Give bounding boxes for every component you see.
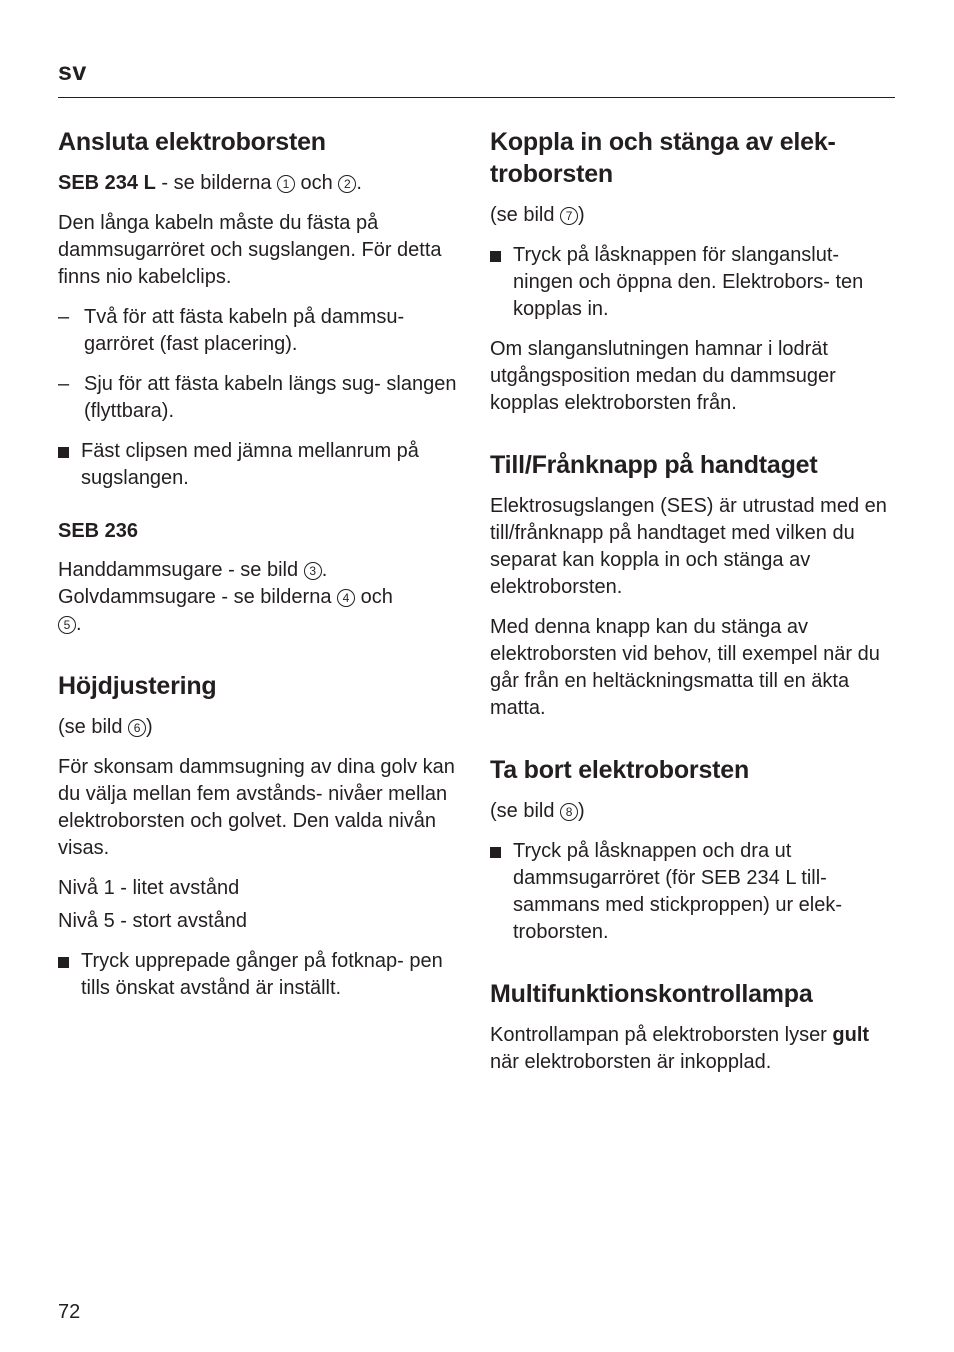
bullet-item-text: Tryck på låsknappen och dra ut dammsugarröret (för SEB 234 L till- sammans med stickproppen) ur elek- troborsten.: [513, 840, 843, 943]
dash-mark: –: [58, 373, 70, 395]
section-handle-switch: [490, 449, 900, 722]
level-1-text: Nivå 1 - litet avstånd: [58, 877, 240, 899]
bullet-item: [490, 838, 900, 946]
text: (se bild: [490, 800, 561, 822]
figure-reference: [490, 798, 900, 825]
dash-item: [58, 371, 468, 425]
dash-item: [58, 304, 468, 358]
and-text: och: [295, 172, 339, 194]
paragraph: Med denna knapp kan du stänga av elektroborsten vid behov, till exempel när du går från en heltäckningsmatta till en äkta matta.: [490, 616, 880, 719]
section-subtitle: SEB 236: [58, 520, 139, 542]
section-title: Ta bort elektroborsten: [490, 756, 750, 784]
paragraph: Om slanganslutningen hamnar i lodrät utgångsposition medan du dammsuger kopplas elektroborsten från.: [490, 338, 836, 414]
text: (se bild: [58, 716, 129, 738]
paragraph: Elektrosugslangen (SES) är utrustad med en till/frånknapp på handtaget med vilken du separat kan koppla in och stänga av elektroborsten.: [490, 495, 887, 598]
text: Golvdammsugare - se bilderna: [58, 586, 338, 608]
model-ref-text: - se bilderna: [155, 172, 277, 194]
period: .: [356, 172, 362, 194]
bullet-item-text: Tryck upprepade gånger på fotknap- pen tills önskat avstånd är inställt.: [81, 950, 443, 999]
section-height-adjust: [58, 670, 468, 1002]
square-bullet-icon: [490, 847, 501, 858]
dash-mark: –: [58, 306, 70, 328]
bullet-item: [58, 948, 468, 1002]
text: ): [578, 204, 585, 226]
model-name: SEB 234 L: [58, 172, 156, 194]
figure-number-6: 6: [128, 719, 146, 737]
dash-item-text: Två för att fästa kabeln på dammsu- garröret (fast placering).: [84, 306, 405, 355]
paragraph: Den långa kabeln måste du fästa på dammsugarröret och sugslangen. För detta finns nio kabelclips.: [58, 212, 442, 288]
bullet-item: [58, 438, 468, 492]
left-column: [58, 126, 468, 1015]
section-title: Ansluta elektroborsten: [58, 128, 326, 156]
section-title: Multifunktionskontrollampa: [490, 980, 813, 1008]
bullet-item-text: Fäst clipsen med jämna mellanrum på sugslangen.: [81, 440, 419, 489]
right-column: [490, 126, 900, 1089]
figure-reference: [490, 202, 900, 229]
section-indicator-lamp: [490, 978, 900, 1076]
page-number: 72: [58, 1301, 81, 1323]
square-bullet-icon: [490, 251, 501, 262]
figure-number-4: 4: [337, 589, 355, 607]
section-title: Koppla in och stänga av elek- troborsten: [490, 128, 836, 188]
section-seb236: [58, 518, 468, 638]
level-5-text: Nivå 5 - stort avstånd: [58, 910, 247, 932]
figure-number-8: 8: [560, 803, 578, 821]
text: .: [76, 613, 82, 635]
square-bullet-icon: [58, 447, 69, 458]
section-switch-brush: [490, 126, 900, 417]
square-bullet-icon: [58, 957, 69, 968]
paragraph: [490, 1022, 900, 1076]
section-title: Höjdjustering: [58, 672, 217, 700]
language-code: sv: [58, 58, 87, 86]
figure-number-2: 2: [338, 175, 356, 193]
figure-reference: [58, 714, 468, 741]
figure-number-7: 7: [560, 207, 578, 225]
text: när elektroborsten är inkopplad.: [490, 1051, 772, 1073]
header-rule: [58, 97, 895, 98]
text: och: [355, 586, 393, 608]
figure-number-5: 5: [58, 616, 76, 634]
text: Handdammsugare - se bild: [58, 559, 304, 581]
section-remove-brush: [490, 754, 900, 946]
bold-text: gult: [832, 1024, 870, 1046]
bullet-item-text: Tryck på låsknappen för slanganslut- ningen och öppna den. Elektrobors- ten kopplas in.: [513, 244, 864, 320]
text: Kontrollampan på elektroborsten lyser: [490, 1024, 833, 1046]
figure-number-1: 1: [277, 175, 295, 193]
text: .: [321, 559, 328, 581]
text: ): [146, 716, 153, 738]
section-connect-brush: [58, 126, 468, 492]
paragraph: [58, 557, 468, 638]
model-line: [58, 170, 468, 197]
paragraph: För skonsam dammsugning av dina golv kan du välja mellan fem avstånds- nivåer mellan elektroborsten och golvet. Den valda nivån visas.: [58, 756, 455, 859]
text: ): [578, 800, 585, 822]
section-title: Till/Frånknapp på handtaget: [490, 451, 818, 479]
dash-item-text: Sju för att fästa kabeln längs sug- slangen (flyttbara).: [84, 373, 457, 422]
bullet-item: [490, 242, 900, 323]
figure-number-3: 3: [304, 562, 322, 580]
text: (se bild: [490, 204, 561, 226]
